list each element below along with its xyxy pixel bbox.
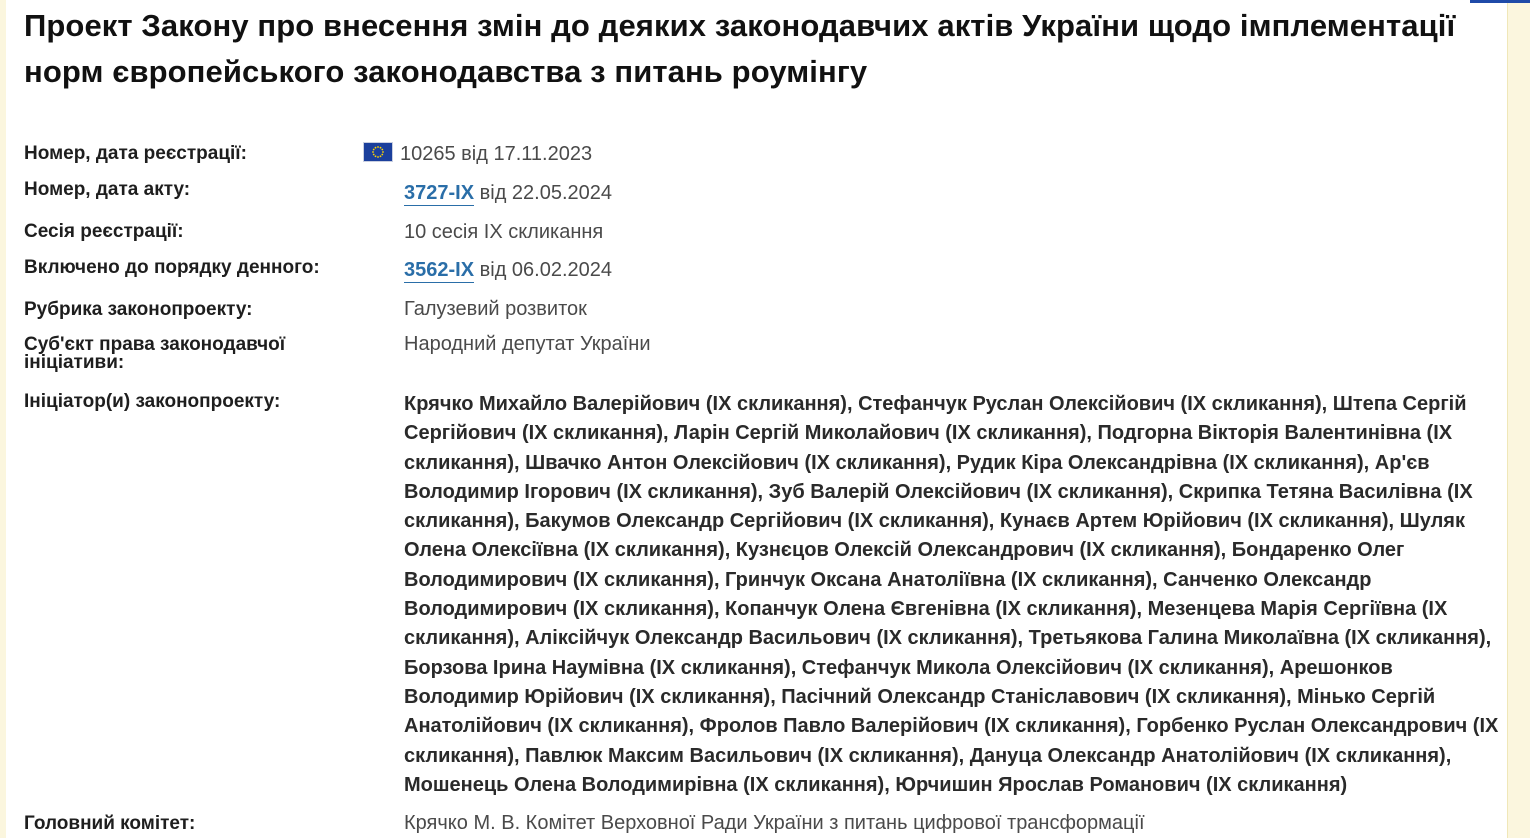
committee-value: Крячко М. В. Комітет Верховної Ради України з питань цифрової трансформації [404, 812, 1145, 834]
initiators-label: Ініціатор(и) законопроекту: [24, 391, 281, 412]
agenda-value [404, 259, 612, 281]
eu-flag-icon [363, 142, 393, 162]
initiators-list: Крячко Михайло Валерійович (IX скликання), Стефанчук Руслан Олексійович (IX скликання), Штепа Сергій Сергійович (IX скликання), Ларін Сергій Миколайович (IX скликання), Подгорна Вікторія Валентинівна (IX скликання), Швачко Антон Олексійович (IX скликання), Рудик Кіра Олександрівна (IX скликання), Ар'єв Володимир Ігорович (IX скликання), Зуб Валерій Олексійович (IX скликання), Скрипка Тетяна Василівна (IX скликання), Бакумов Олександр Сергійович (IX скликання), Кунаєв Артем Юрійович (IX скликання), Шуляк Олена Олексіївна (IX скликання), Кузнєцов Олексій Олександрович (IX скликання), Бондаренко Олег Володимирович (IX скликання), Гринчук Оксана Анатоліївна (IX скликання), Санченко Олександр Володимирович (IX скликання), Копанчук Олена Євгенівна (IX скликання), Мезенцева Марія Сергіївна (IX скликання), Аліксійчук Олександр Васильович (IX скликання), Третьякова Галина Миколаївна (IX скликання), Борзова Ірина Наумівна (IX скликання), Стефанчук Микола Олексійович (IX скликання), Арешонков Володимир Юрійович (IX скликання), Пасічний Олександр Станіславович (IX скликання), Мінько Сергій Анатолійович (IX скликання), Фролов Павло Валерійович (IX скликання), Горбенко Руслан Олександрович (IX скликання), Павлюк Максим Васильович (IX скликання), Дануца Олександр Анатолійович (IX скликання), Мошенець Олена Володимирівна (IX скликання), Юрчишин Ярослав Романович (IX скликання) [404, 393, 1499, 796]
rubric-value: Галузевий розвиток [404, 298, 587, 320]
session-label: Сесія реєстрації: [24, 221, 184, 242]
act-number-link[interactable]: 3727-IX [404, 182, 475, 204]
subject-label: Суб'єкт права законодавчої ініціативи: [24, 334, 286, 373]
rubric-label: Рубрика законопроекту: [24, 299, 253, 320]
bill-card [24, 0, 1504, 834]
act-date: від 22.05.2024 [474, 182, 613, 204]
registration-label: Номер, дата реєстрації: [24, 143, 247, 164]
agenda-date: від 06.02.2024 [474, 259, 613, 281]
act-value [404, 182, 612, 204]
right-side-stripe [1507, 0, 1530, 838]
agenda-label: Включено до порядку денного: [24, 257, 320, 278]
subject-value: Народний депутат України [404, 333, 651, 355]
page-title: Проект Закону про внесення змін до деяких законодавчих актів України щодо імплементації норм європейського законодавства з питань роумінгу [24, 8, 1456, 89]
registration-value: 10265 від 17.11.2023 [400, 143, 593, 165]
committee-label: Головний комітет: [24, 813, 196, 834]
agenda-number-link[interactable]: 3562-IX [404, 259, 475, 281]
act-label: Номер, дата акту: [24, 179, 191, 200]
session-value: 10 сесія IX скликання [404, 221, 604, 243]
left-side-stripe [0, 0, 6, 838]
